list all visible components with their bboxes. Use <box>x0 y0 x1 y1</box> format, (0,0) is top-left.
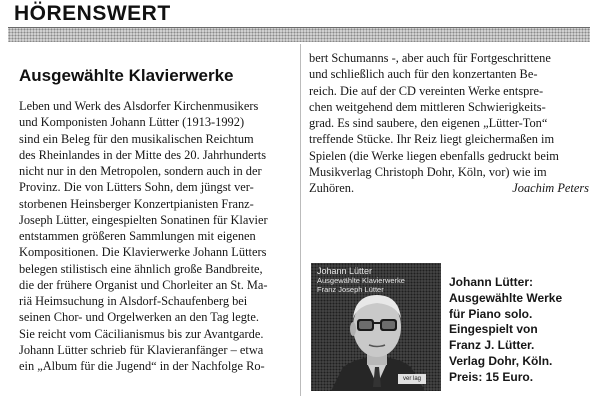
cd-info-line: Franz J. Lütter. <box>449 338 535 353</box>
body-line: die der frühere Organist und Chorleiter an St. Ma- <box>19 277 268 292</box>
body-line: Joseph Lütter, eingespielten Sonatinen für Klavier <box>19 212 268 227</box>
body-line-last: Zuhören. <box>309 181 355 195</box>
cover-performer: Franz Joseph Lütter <box>317 285 384 294</box>
body-line: des Rheinlandes in der Mitte des 20. Jahrhunderts <box>19 147 267 162</box>
cd-info-line: für Piano solo. <box>449 306 533 321</box>
body-line: chen weitgehend dem mittleren Schwierigkeits- <box>309 99 546 114</box>
cd-info-line: Ausgewählte Werke <box>449 290 563 305</box>
author-byline: Joachim Peters <box>512 181 589 195</box>
cover-album-title: Ausgewählte Klavierwerke <box>317 276 405 285</box>
body-line: ein „Album für die Jugend“ in der Nachfolge Ro- <box>19 359 265 373</box>
cd-info-line: Eingespielt von <box>449 322 538 337</box>
article-column-left <box>19 98 293 374</box>
closing-line <box>309 180 589 196</box>
body-line: treffende Stücke. Ihr Reiz liegt gleichermaßen im <box>309 132 555 147</box>
article-headline: Ausgewählte Klavierwerke <box>19 66 234 85</box>
cover-text <box>317 267 437 294</box>
body-line: Spielen (die Werke liegen ebenfalls gedruckt beim <box>309 148 559 163</box>
cd-info-line: Verlag Dohr, Köln. <box>449 353 553 368</box>
body-line: Musikverlag Christoph Dohr, Köln, vor) wie im <box>309 164 547 179</box>
body-line: riä Heimsuchung in Alsdorf-Schaufenberg bei <box>19 294 248 308</box>
header-dotted-rule <box>8 28 590 42</box>
column-divider <box>300 44 301 396</box>
cd-info-line: Preis: 15 Euro. <box>449 369 534 384</box>
body-line: Kompositionen. Die Klavierwerke Johann Lütters <box>19 245 267 260</box>
body-line: belegen stilistisch eine ähnlich große Bandbreite, <box>19 261 263 276</box>
body-line: nicht nur in den Metropolen, sondern auch in der <box>19 164 262 178</box>
body-line: Sie reicht vom Cäcilianismus bis zur Avantgarde. <box>19 326 264 341</box>
cd-info-box <box>449 275 589 386</box>
body-line: reich. Die auf der CD vereinten Werke entspre- <box>309 83 544 98</box>
body-line: storbenen Heinsberger Konzertpianisten Franz- <box>19 196 254 211</box>
section-title: HÖRENSWERT <box>14 2 171 25</box>
body-line: seinen Chor- und Orgelwerken an den Tag legte. <box>19 310 259 325</box>
article-column-right <box>309 50 589 196</box>
cover-composer-name: Johann Lütter <box>317 266 373 276</box>
body-line: Leben und Werk des Alsdorfer Kirchenmusikers <box>19 99 259 113</box>
body-line: bert Schumanns -, aber auch für Fortgeschrittene <box>309 51 551 65</box>
section-header <box>0 0 600 44</box>
body-line: grad. Es sind saubere, den eigenen „Lütter-Ton“ <box>309 116 548 130</box>
body-line: und schließlich auch für den konzertanten Be- <box>309 67 538 82</box>
body-line: Provinz. Die von Lütters Sohn, dem jüngst ver- <box>19 180 254 195</box>
body-line: Johann Lütter schrieb für Klavieranfänger – etwa <box>19 342 264 357</box>
cd-cover-image <box>311 263 441 391</box>
body-line: und Komponisten Johann Lütter (1913-1992) <box>19 115 245 130</box>
cd-info-line: Johann Lütter: <box>449 275 533 289</box>
body-line: entstammen größeren Sammlungen mit eigenen <box>19 229 256 243</box>
body-line: sind ein Beleg für den musikalischen Reichtum <box>19 131 254 146</box>
publisher-logo: ver lag <box>398 374 426 384</box>
